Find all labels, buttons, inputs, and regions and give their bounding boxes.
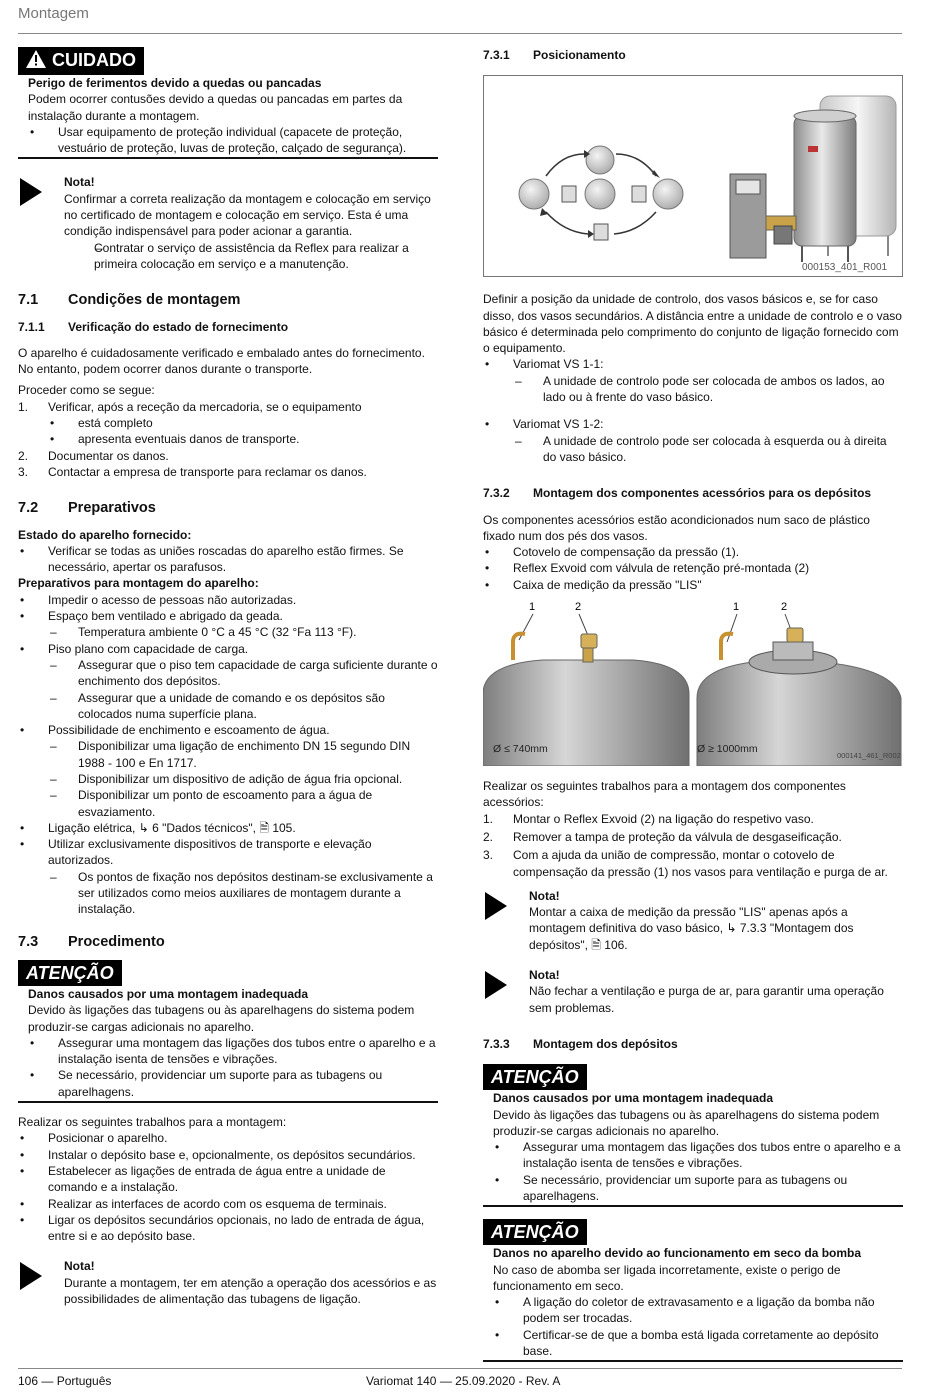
delivery-paragraph: O aparelho é cuidadosamente verificado e embalado antes do fornecimento. No entanto, podem ocorrer danos durante o transporte.: [18, 345, 425, 377]
prep-heading: Preparativos para montagem do aparelho:: [18, 576, 259, 591]
work-paragraph: Realizar os seguintes trabalhos para a montagem:: [18, 1115, 287, 1130]
atencao-3-rule: [483, 1360, 903, 1362]
accessory-step-3: 3. Com a ajuda da união de compressão, montar o cotovelo de compensação da pressão (1) nos vasos para ventilação e purga de ar.: [483, 848, 888, 879]
atencao-3-bullet-2: • Certificar-se de que a bomba está ligada corretamente ao depósito base.: [493, 1327, 903, 1360]
accessory-2: • Reflex Exvoid com válvula de retenção pré-montada (2): [483, 560, 903, 576]
vs12-bullet: • Variomat VS 1-2:: [483, 416, 903, 432]
control-unit: [730, 174, 796, 258]
note-2: [18, 1258, 438, 1307]
figure-1-code: 000153_401_R001: [802, 262, 888, 274]
accessory-step-1: 1. Montar o Reflex Exvoid (2) na ligação do respetivo vaso.: [483, 811, 814, 826]
note-arrow-icon: [485, 892, 507, 920]
estado-heading: Estado do aparelho fornecido:: [18, 527, 192, 542]
prep-dash-6-1: – Os pontos de fixação nos depósitos destinam-se exclusivamente a ser utilizados como meios auxiliares de montagem durante a instalação.: [18, 869, 438, 918]
callout-2-right: 2: [781, 601, 788, 614]
rotation-arrow-upper-right: [616, 154, 656, 176]
accessory-3: • Caixa de medição da pressão "LIS": [483, 577, 903, 593]
control-unit-right: [632, 186, 646, 202]
atencao-label: ATENÇÃO: [18, 960, 122, 986]
cuidado-bullet: • Usar equipamento de proteção individual (capacete de proteção, vestuário de proteção, luvas de proteção, calçado de segurança).: [28, 124, 438, 157]
work-bullet-5: • Ligar os depósitos secundários opcionais, no lado de entrada de água, entre si e ao depósito base.: [18, 1212, 438, 1245]
cuidado-heading: Perigo de ferimentos devido a quedas ou pancadas: [28, 76, 322, 90]
atencao-label: ATENÇÃO: [483, 1219, 587, 1245]
prep-bullet-3: • Piso plano com capacidade de carga.: [18, 641, 438, 657]
note-3: [483, 888, 903, 953]
section-7-2-heading: 7.2 Preparativos: [18, 500, 156, 517]
atencao-3-bullet-1: • A ligação do coletor de extravasamento e a ligação da bomba não podem ser trocadas.: [493, 1294, 903, 1327]
callout-1-left: 1: [529, 601, 536, 614]
callout-2-left: 2: [575, 601, 582, 614]
header-rule: [18, 33, 902, 34]
work-bullet-3: • Estabelecer as ligações de entrada de água entre a unidade de comando e a instalação.: [18, 1163, 438, 1196]
accessories-work-paragraph: Realizar os seguintes trabalhos para a montagem dos componentes acessórios:: [483, 779, 846, 810]
work-bullet-1: • Posicionar o aparelho.: [18, 1130, 438, 1146]
atencao-1-text: Devido às ligações das tubagens ou às aparelhagens do sistema podem produzir-se cargas adicionais no aparelho.: [28, 1003, 415, 1034]
note-arrow-icon: [20, 178, 42, 206]
note-2-title: Nota!: [64, 1259, 95, 1274]
estado-bullet: • Verificar se todas as uniões roscadas do aparelho estão firmes. Se necessário, apertar os parafusos.: [18, 543, 438, 576]
cuidado-label-text: CUIDADO: [52, 50, 136, 70]
prep-bullet-2: • Espaço bem ventilado e abrigado da geada.: [18, 608, 438, 624]
positioning-paragraph: Definir a posição da unidade de controlo, dos vasos básicos e, se for caso disso, dos vasos secundários. A distância entre a unidade de controlo e o vaso básico é determinada pelo comprimento do conjunto de ligação fornecido com o equipamento.: [483, 292, 902, 356]
vessel-top-view-right: [653, 179, 683, 209]
positioning-figure: [483, 75, 903, 277]
accessories-figure: [483, 598, 903, 766]
accessory-1: • Cotovelo de compensação da pressão (1).: [483, 544, 903, 560]
footer-document-info: Variomat 140 — 25.09.2020 - Rev. A: [366, 1374, 561, 1388]
note-1-text: Confirmar a correta realização da montagem e colocação em serviço no certificado de montagem e colocação em serviço. Esta é uma condição indispensável para poder acionar a garantia.: [64, 191, 431, 239]
work-bullet-4: • Realizar as interfaces de acordo com os esquema de terminais.: [18, 1196, 438, 1212]
step-3: 3. Contactar a empresa de transporte para reclamar os danos.: [18, 464, 367, 479]
note-2-text: Durante a montagem, ter em atenção a operação dos acessórios e as possibilidades de alimentação das tubagens de ligação.: [64, 1275, 437, 1306]
accessories-paragraph: Os componentes acessórios estão acondicionados num saco de plástico fixado num dos pés dos vasos.: [483, 512, 870, 543]
rotation-arrow-lower-left: [546, 212, 588, 234]
atencao-1-bullet-2: • Se necessário, providenciar um suporte para as tubagens ou aparelhagens.: [28, 1067, 438, 1100]
note-1-title: Nota!: [64, 175, 95, 190]
diameter-label-right: Ø ≥ 1000mm: [697, 743, 758, 756]
section-7-3-2-heading: 7.3.2 Montagem dos componentes acessórios para os depósitos: [483, 486, 872, 501]
cuidado-text: Podem ocorrer contusões devido a quedas ou pancadas em partes da instalação durante a montagem.: [28, 92, 403, 123]
step-1-sub-2: • apresenta eventuais danos de transporte.: [18, 431, 438, 447]
note-3-text-link[interactable]: Montar a caixa de medição da pressão "LIS" apenas após a montagem definitiva do vaso básico, ↳ 7.3.3 "Montagem dos depósitos", 🗎 106.: [529, 905, 854, 952]
atencao-2-text: Devido às ligações das tubagens ou às aparelhagens do sistema podem produzir-se cargas adicionais no aparelho.: [493, 1107, 880, 1138]
section-7-3-3-heading: 7.3.3 Montagem dos depósitos: [483, 1036, 678, 1051]
right-column: [483, 44, 903, 1362]
vs11-bullet: • Variomat VS 1-1:: [483, 356, 903, 372]
rotation-arrow-lower-right: [614, 212, 656, 234]
accessories-illustration: [483, 598, 903, 766]
prep-dash-3-2: – Assegurar que a unidade de comando e os depósitos são colocados numa superfície plana.: [18, 690, 438, 723]
accessory-step-2: 2. Remover a tampa de proteção da válvula de desgaseificação.: [483, 829, 842, 844]
figure-2-code: 000141_461_R002: [837, 751, 901, 761]
atencao-1-bullet-1: • Assegurar uma montagem das ligações dos tubos entre o aparelho e a instalação isenta de tensões e vibrações.: [28, 1035, 438, 1068]
note-1: [18, 174, 438, 272]
proceed-paragraph: Proceder como se segue:: [18, 383, 155, 398]
step-1: 1. Verificar, após a receção da mercadoria, se o equipamento: [18, 399, 362, 414]
prep-dash-4-3: – Disponibilizar um ponto de escoamento para a água de esvaziamento.: [18, 787, 438, 820]
step-1-sub-1: • está completo: [18, 415, 438, 431]
cuidado-block: [18, 47, 438, 159]
section-7-1-heading: 7.1 Condições de montagem: [18, 292, 241, 309]
section-7-1-1-heading: 7.1.1 Verificação do estado de fornecimento: [18, 319, 289, 334]
control-unit-front: [594, 224, 608, 240]
prep-bullet-4: • Possibilidade de enchimento e escoamento de água.: [18, 722, 438, 738]
vessel-top-view-center: [585, 179, 615, 209]
note-4: [483, 967, 903, 1016]
section-7-3-1-heading: 7.3.1 Posicionamento: [483, 48, 626, 62]
prep-dash-4-2: – Disponibilizar um dispositivo de adição de água fria opcional.: [18, 771, 438, 787]
atencao-2-heading: Danos causados por uma montagem inadequada: [493, 1091, 774, 1106]
atencao-block-1: [18, 960, 438, 1103]
note-4-text: Não fechar a ventilação e purga de ar, para garantir uma operação sem problemas.: [529, 984, 884, 1015]
left-column: [18, 44, 438, 1307]
prep-dash-2-1: – Temperatura ambiente 0 °C a 45 °C (32 °Fa 113 °F).: [18, 624, 438, 640]
cuidado-rule: [18, 157, 438, 159]
prep-bullet-1: • Impedir o acesso de pessoas não autorizadas.: [18, 592, 438, 608]
atencao-2-bullet-1: • Assegurar uma montagem das ligações dos tubos entre o aparelho e a instalação isenta de tensões e vibrações.: [493, 1139, 903, 1172]
rotation-arrow-upper-left: [546, 154, 584, 176]
note-3-title: Nota!: [529, 888, 560, 903]
atencao-3-text: No caso de abomba ser ligada incorretamente, existe o perigo de funcionamento em seco.: [493, 1262, 841, 1293]
vessel-top-view-top: [586, 146, 614, 174]
prep-dash-4-1: – Disponibilizar uma ligação de enchimento DN 15 segundo DIN 1988 - 100 e En 1717.: [18, 738, 438, 771]
prep-bullet-5-link[interactable]: • Ligação elétrica, ↳ 6 "Dados técnicos", 🗎 105.: [18, 820, 438, 836]
note-arrow-icon: [20, 1262, 42, 1290]
note-arrow-icon: [485, 971, 507, 999]
vs11-dash: – A unidade de controlo pode ser colocada de ambos os lados, ao lado ou à frente do vaso básico.: [483, 373, 903, 406]
atencao-3-heading: Danos no aparelho devido ao funcionamento em seco da bomba: [493, 1246, 862, 1261]
note-4-title: Nota!: [529, 968, 560, 983]
cuidado-label: [18, 47, 144, 75]
control-unit-left: [562, 186, 576, 202]
prep-bullet-6: • Utilizar exclusivamente dispositivos de transporte e elevação autorizados.: [18, 836, 438, 869]
vessel-basic: [794, 110, 856, 262]
footer-page-language: 106 — Português: [18, 1374, 112, 1388]
atencao-2-bullet-2: • Se necessário, providenciar um suporte para as tubagens ou aparelhagens.: [493, 1172, 903, 1205]
atencao-1-heading: Danos causados por uma montagem inadequada: [28, 986, 309, 1001]
prep-dash-3-1: – Assegurar que o piso tem capacidade de carga suficiente durante o enchimento dos depósitos.: [18, 657, 438, 690]
vessel-top-view-left: [519, 179, 549, 209]
work-bullet-2: • Instalar o depósito base e, opcionalmente, os depósitos secundários.: [18, 1147, 438, 1163]
atencao-block-3: [483, 1219, 903, 1362]
atencao-label: ATENÇÃO: [483, 1064, 587, 1090]
atencao-1-rule: [18, 1101, 438, 1103]
atencao-block-2: [483, 1064, 903, 1207]
page-header-title: Montagem: [18, 5, 89, 22]
positioning-illustration: [484, 76, 902, 274]
vs12-dash: – A unidade de controlo pode ser colocada à esquerda ou à direita do vaso básico.: [483, 433, 903, 466]
step-2: 2. Documentar os danos.: [18, 448, 169, 463]
section-7-3-heading: 7.3 Procedimento: [18, 933, 165, 950]
footer-rule: [18, 1368, 902, 1369]
callout-1-right: 1: [733, 601, 740, 614]
note-1-dash: – Contratar o serviço de assistência da Reflex para realizar a primeira colocação em serviço e a manutenção.: [64, 240, 438, 273]
diameter-label-left: Ø ≤ 740mm: [493, 743, 548, 756]
warning-triangle-icon: [26, 49, 46, 75]
atencao-2-rule: [483, 1205, 903, 1207]
